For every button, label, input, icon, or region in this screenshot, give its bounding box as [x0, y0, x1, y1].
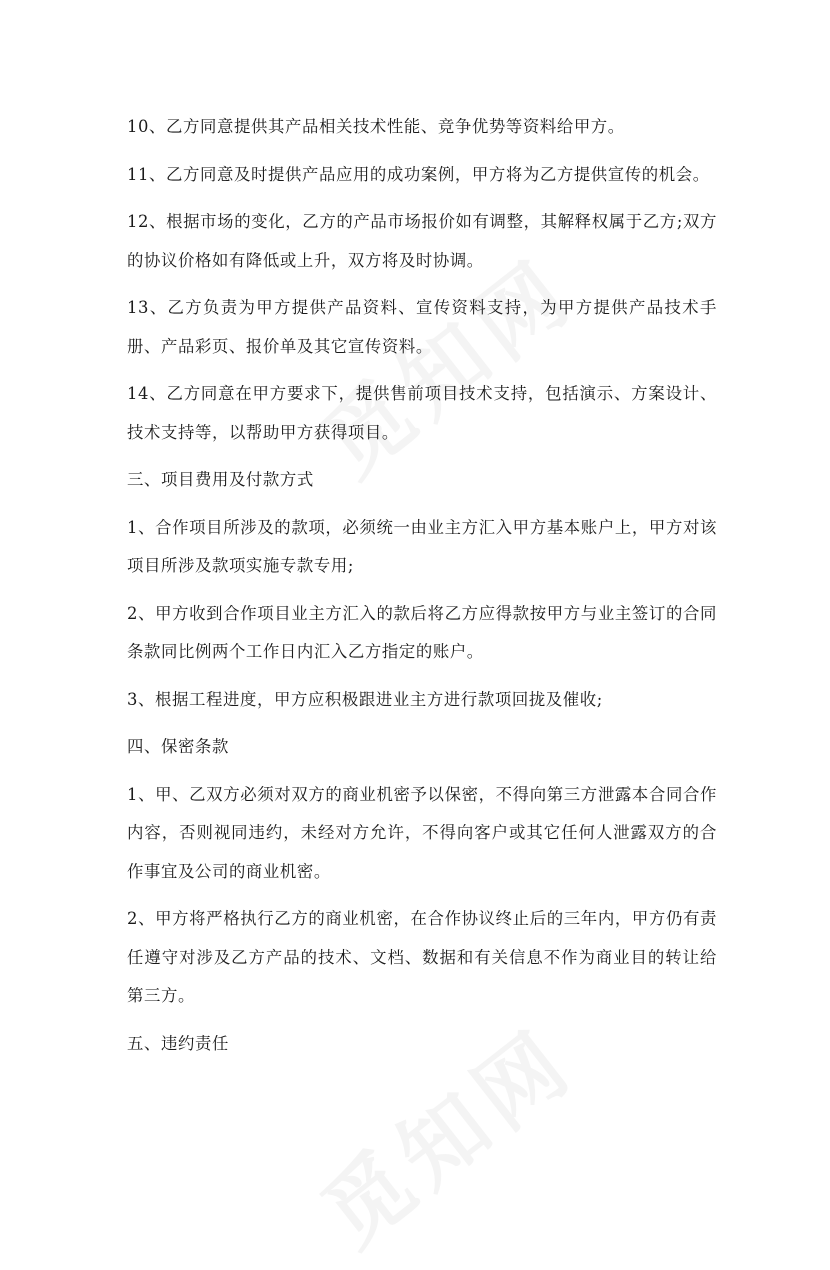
clause-12: 12、根据市场的变化，乙方的产品市场报价如有调整，其解释权属于乙方;双方的协议价格如有降低或上升，双方将及时协调。 — [127, 212, 717, 270]
clause-14: 14、乙方同意在甲方要求下，提供售前项目技术支持，包括演示、方案设计、技术支持等，以帮助甲方获得项目。 — [127, 384, 717, 442]
payment-clause-2: 2、甲方收到合作项目业主方汇入的款后将乙方应得款按甲方与业主签订的合同条款同比例两个工作日内汇入乙方指定的账户。 — [127, 603, 717, 661]
section-heading-liability: 五、违约责任 — [127, 1033, 229, 1053]
confidentiality-clause-2: 2、甲方将严格执行乙方的商业机密，在合作协议终止后的三年内，甲方仍有责任遵守对涉及乙方产品的技术、文档、数据和有关信息不作为商业目的转让给第三方。 — [127, 909, 717, 1005]
payment-clause-1: 1、合作项目所涉及的款项，必须统一由业主方汇入甲方基本账户上，甲方对该项目所涉及款项实施专款专用; — [127, 517, 717, 575]
confidentiality-clause-1: 1、甲、乙双方必须对双方的商业机密予以保密，不得向第三方泄露本合同合作内容，否则视同违约，未经对方允许，不得向客户或其它任何人泄露双方的合作事宜及公司的商业机密。 — [127, 784, 717, 881]
section-heading-confidentiality: 四、保密条款 — [127, 737, 229, 756]
clause-11: 11、乙方同意及时提供产品应用的成功案例，甲方将为乙方提供宣传的机会。 — [127, 164, 710, 184]
section-heading-payment: 三、项目费用及付款方式 — [127, 470, 314, 489]
payment-clause-3: 3、根据工程进度，甲方应积极跟进业主方进行款项回拢及催收; — [127, 689, 603, 709]
document-body — [127, 108, 717, 1072]
clause-13: 13、乙方负责为甲方提供产品资料、宣传资料支持，为甲方提供产品技术手册、产品彩页、报价单及其它宣传资料。 — [127, 298, 717, 356]
clause-10: 10、乙方同意提供其产品相关技术性能、竞争优势等资料给甲方。 — [127, 117, 625, 136]
